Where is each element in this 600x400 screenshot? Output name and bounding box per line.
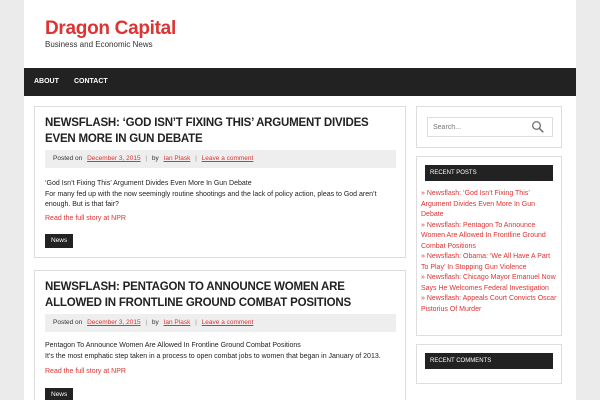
- read-more-link[interactable]: Read the full story at NPR: [45, 215, 126, 222]
- leave-comment-link[interactable]: Leave a comment: [201, 155, 254, 162]
- author-link[interactable]: Ian Plask: [163, 155, 191, 162]
- post-meta: [45, 314, 396, 332]
- excerpt-line: It’s the most emphatic step taken in a process to open combat jobs to women that began in January of 2013.: [45, 352, 381, 360]
- read-more-link[interactable]: Read the full story at NPR: [45, 368, 126, 375]
- meta-separator: |: [195, 319, 197, 326]
- recent-post-item[interactable]: [421, 189, 557, 221]
- widget-title: RECENT POSTS: [425, 165, 553, 181]
- post-article: [34, 270, 406, 400]
- bullet-icon: »: [421, 274, 427, 281]
- recent-post-item[interactable]: [421, 273, 557, 294]
- recent-post-link[interactable]: Newsflash: ‘God Isn’t Fixing This’ Argument Divides Even More In Gun Debate: [421, 190, 535, 218]
- bullet-icon: »: [421, 190, 427, 197]
- by-label: by: [151, 155, 159, 162]
- bullet-icon: »: [421, 221, 427, 229]
- recent-post-item[interactable]: [421, 221, 557, 253]
- post-excerpt: [45, 179, 395, 211]
- page-container: [24, 0, 576, 400]
- category-tag[interactable]: News: [45, 388, 73, 400]
- meta-separator: |: [145, 155, 148, 162]
- recent-posts-list: [421, 189, 557, 315]
- recent-comments-widget: [416, 344, 562, 384]
- site-title[interactable]: Dragon Capital: [45, 18, 176, 39]
- bullet-icon: »: [421, 295, 427, 302]
- site-description: Business and Economic News: [45, 40, 153, 49]
- post-meta: [45, 150, 396, 168]
- post-title[interactable]: NEWSFLASH: PENTAGON TO ANNOUNCE WOMEN ARE ALLOWED IN FRONTLINE GROUND COMBAT POSITIONS: [45, 281, 351, 309]
- recent-post-link[interactable]: Newsflash: Pentagon To Announce Women Are Allowed In Frontline Ground Combat Positions: [421, 221, 546, 250]
- post-title[interactable]: NEWSFLASH: ‘GOD ISN’T FIXING THIS’ ARGUMENT DIVIDES EVEN MORE IN GUN DEBATE: [45, 117, 369, 145]
- main-navigation: [24, 68, 576, 96]
- search-widget: [416, 106, 562, 148]
- recent-post-link[interactable]: Newsflash: Obama: ‘We All Have A Part To Play’ In Stopping Gun Violence: [421, 253, 551, 271]
- excerpt-line: ‘God Isn’t Fixing This’ Argument Divides Even More In Gun Debate: [45, 180, 252, 187]
- bullet-icon: »: [421, 253, 427, 260]
- excerpt-line: Pentagon To Announce Women Are Allowed In Frontline Ground Combat Positions: [45, 342, 301, 349]
- excerpt-line: For many fed up with the now seemingly routine shootings and the lack of policy action, pleas to God aren’t enough. But is that fair?: [45, 190, 377, 208]
- recent-post-link[interactable]: Newsflash: Chicago Mayor Emanuel Now Says He Welcomes Federal Investigation: [421, 274, 556, 292]
- meta-separator: |: [145, 319, 148, 326]
- recent-post-link[interactable]: Newsflash: Appeals Court Convicts Oscar Pistorius Of Murder: [421, 295, 557, 313]
- meta-separator: |: [195, 155, 197, 162]
- author-link[interactable]: Ian Plask: [163, 319, 191, 326]
- by-label: by: [151, 319, 159, 326]
- search-icon[interactable]: [531, 120, 545, 134]
- posted-on-label: Posted on: [53, 319, 83, 326]
- category-tag[interactable]: News: [45, 234, 73, 248]
- post-excerpt: [45, 341, 395, 362]
- post-date-link[interactable]: December 3, 2015: [87, 319, 141, 326]
- recent-posts-widget: [416, 156, 562, 336]
- posted-on-label: Posted on: [53, 155, 83, 162]
- leave-comment-link[interactable]: Leave a comment: [201, 319, 254, 326]
- nav-item-contact[interactable]: CONTACT: [74, 78, 108, 85]
- widget-title: RECENT COMMENTS: [425, 353, 553, 369]
- post-date-link[interactable]: December 3, 2015: [87, 155, 141, 162]
- recent-post-item[interactable]: [421, 294, 557, 315]
- recent-post-item[interactable]: [421, 252, 557, 273]
- post-article: [34, 106, 406, 258]
- nav-item-about[interactable]: ABOUT: [34, 78, 59, 85]
